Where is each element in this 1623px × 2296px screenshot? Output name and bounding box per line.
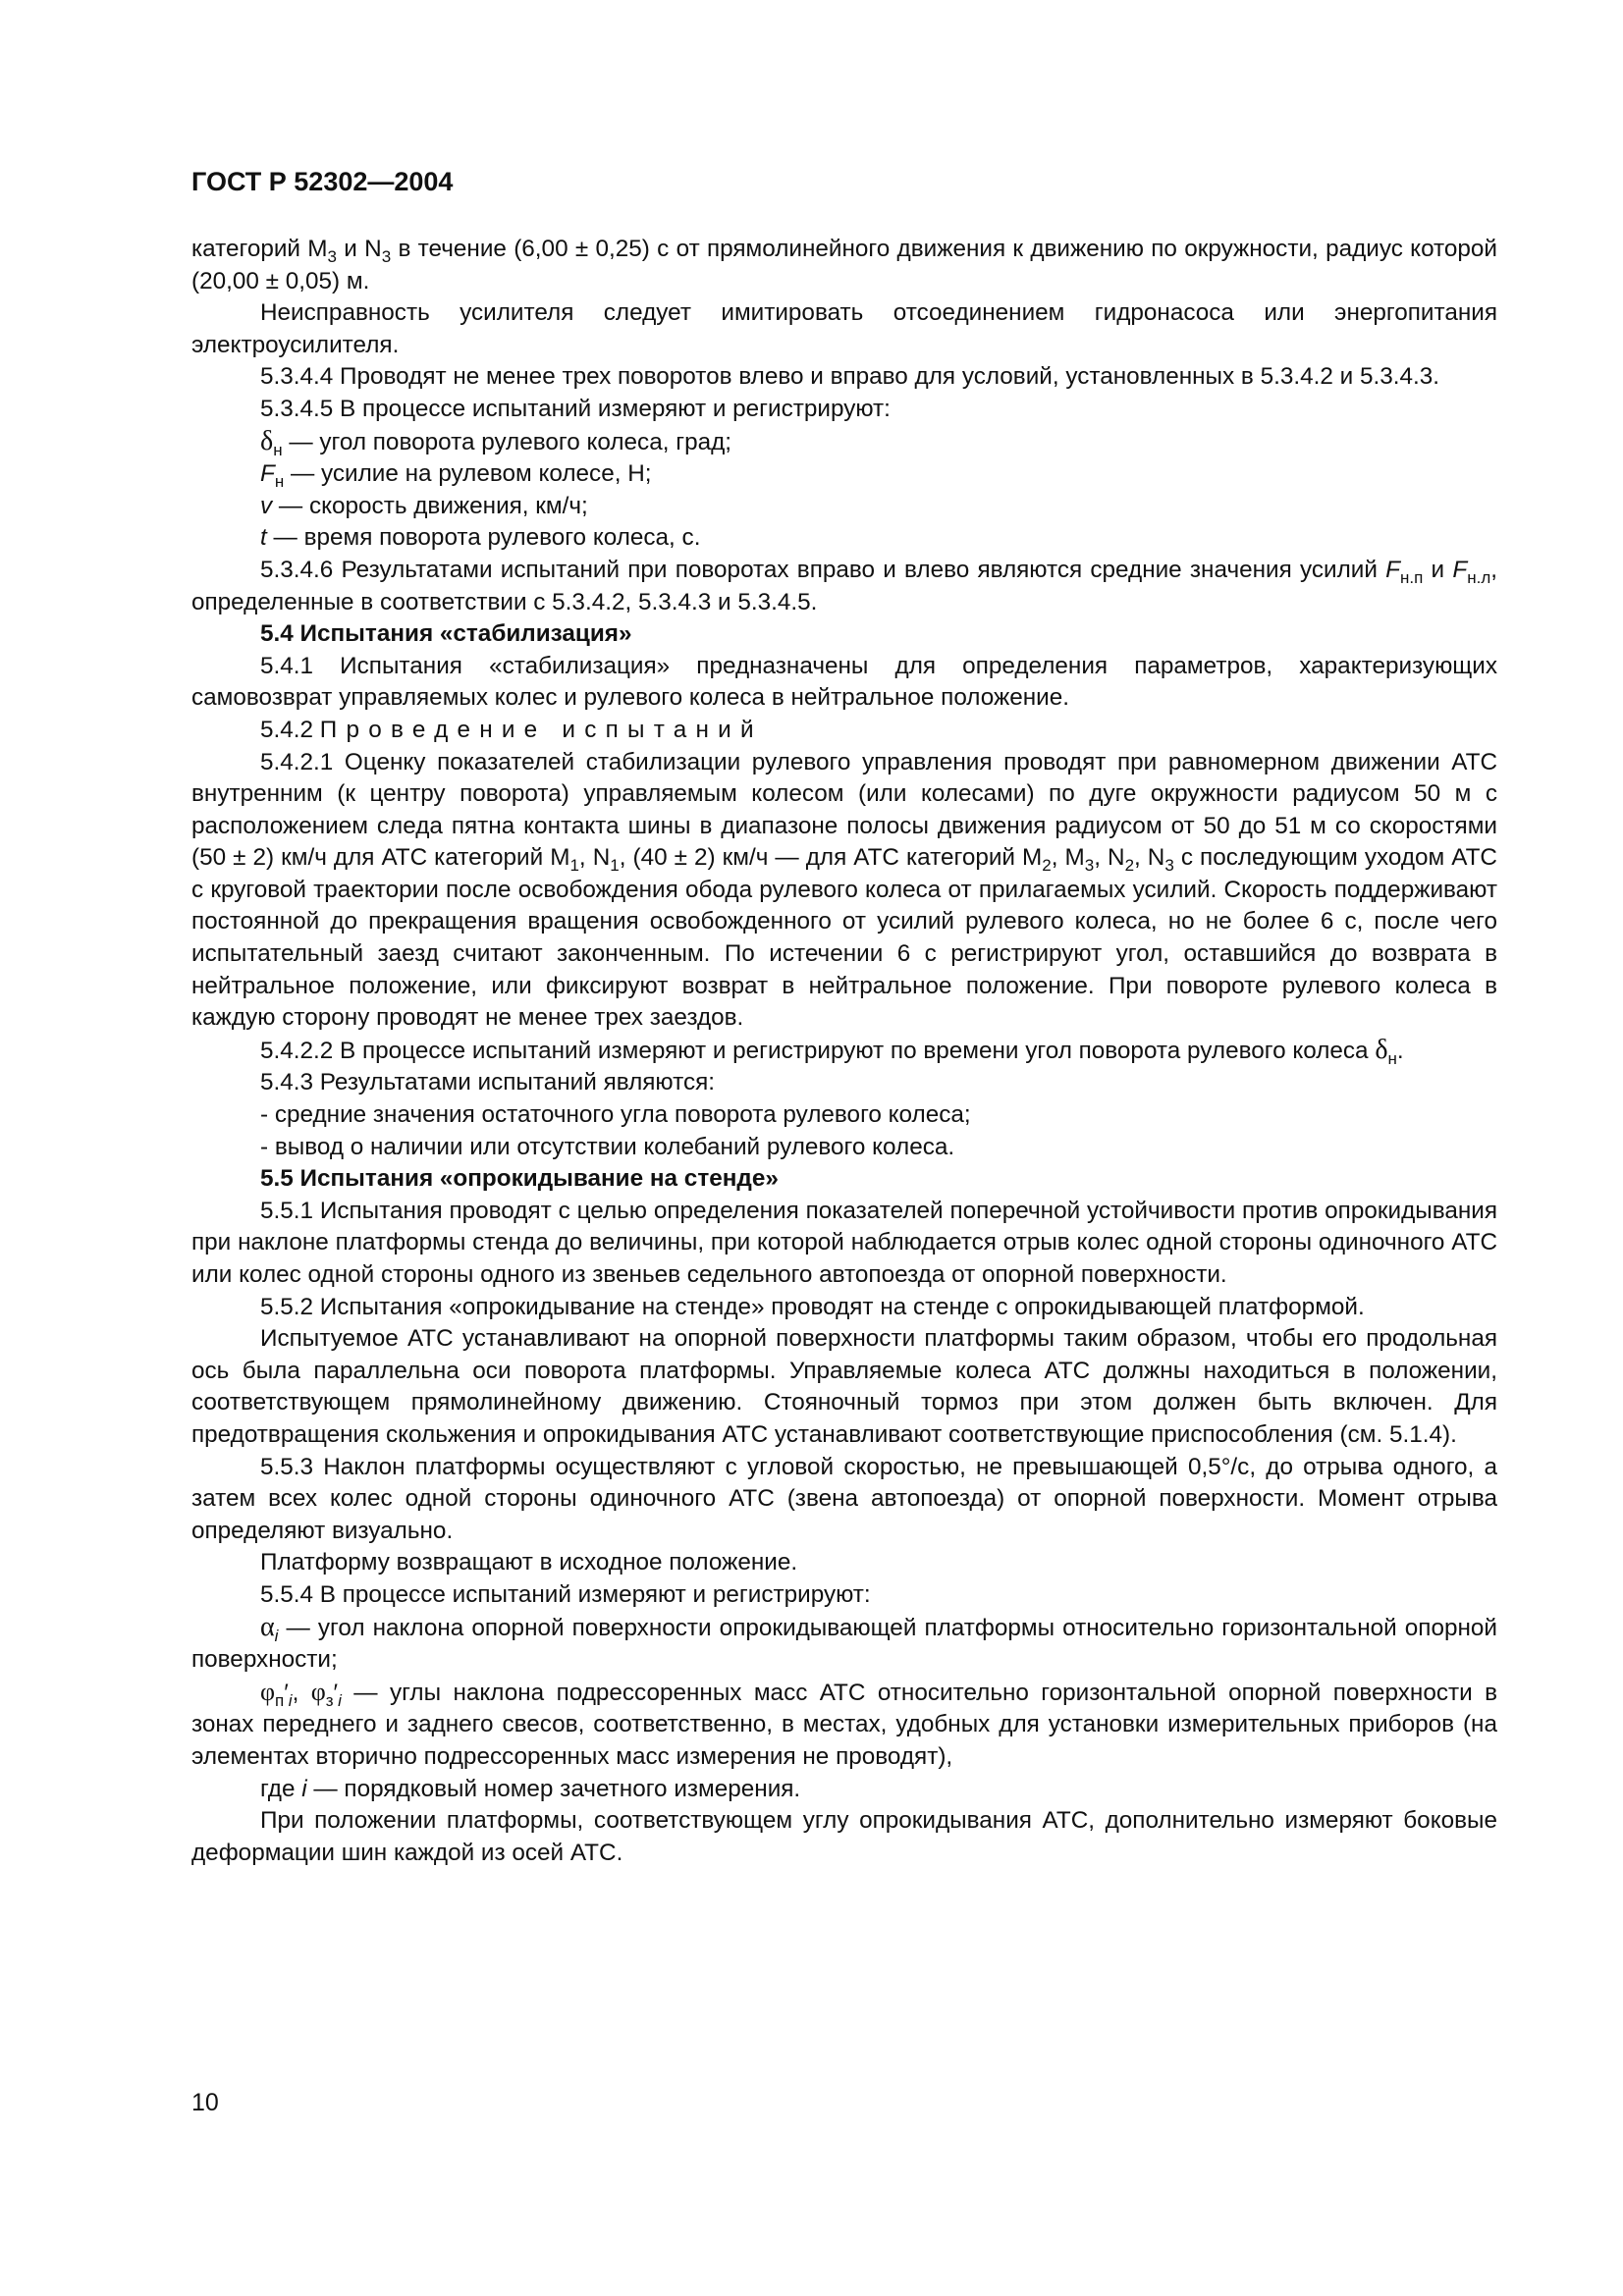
definition-item: $F_н$ — усилие на рулевом колесе, Н;	[260, 460, 652, 492]
definition-item: v — скорость движения, км/ч;	[260, 492, 588, 519]
subsection-heading: 5.4.2 Проведение испытаний	[260, 716, 763, 743]
list-item: - вывод о наличии или отсутствии колебаний рулевого колеса.	[260, 1133, 955, 1160]
paragraph: Неисправность усилителя следует имитировать отсоединением гидронасоса или энергопитания электроусилителя.	[191, 299, 1497, 358]
paragraph: 5.4.2.1 Оценку показателей стабилизации рулевого управления проводят при равномерном движении АТС внутренним (к центру поворота) управляемым колесом (или колесами) по дуге окружности радиусом 50 м с расположением следа пятна контакта шины в диапазоне полосы движения радиусом от 50 до 51 м со скоростями (50 ± 2) км/ч для АТС категорий $M_1$, $N_1$, (40 ± 2) км/ч — для АТС категорий $M_2$, $M_3$, $N_2$, $N_3$ с последующим уходом АТС с круговой траектории после освобождения обода рулевого колеса от прилагаемых усилий. Скорость поддерживают постоянной до прекращения вращения освобожденного от усилий рулевого колеса, но не более 6 с, после чего испытательный заезд считают законченным. По истечении 6 с регистрируют угол, оставшийся до возврата в нейтральное положение, или фиксируют возврат в нейтральное положение. При повороте рулевого колеса в каждую сторону проводят не менее трех заездов.	[191, 748, 1497, 1032]
paragraph: 5.3.4.4 Проводят не менее трех поворотов влево и вправо для условий, установленных в 5.3.4.2 и 5.3.4.3.	[260, 363, 1440, 391]
paragraph: Платформу возвращают в исходное положение.	[260, 1549, 798, 1576]
list-item: - средние значения остаточного угла поворота рулевого колеса;	[260, 1101, 971, 1129]
paragraph: 5.4.2.2 В процессе испытаний измеряют и регистрируют по времени угол поворота рулевого колеса $\delta_н$.	[260, 1034, 1404, 1068]
definition-item: $\varphi_п'_i$, $\varphi_з'_i$ — углы наклона подрессоренных масс АТС относительно горизонтальной опорной поверхности в зонах переднего и заднего свесов, соответственно, в местах, удобных для установки измерительных приборов (на элементах вторично подрессоренных масс измерения не проводят),	[191, 1677, 1497, 1770]
paragraph: 5.4.3 Результатами испытаний являются:	[260, 1069, 716, 1096]
paragraph: 5.5.4 В процессе испытаний измеряют и регистрируют:	[260, 1580, 871, 1608]
section-heading: 5.4 Испытания «стабилизация»	[260, 620, 632, 648]
paragraph: 5.3.4.5 В процессе испытаний измеряют и регистрируют:	[260, 395, 891, 422]
paragraph: где i — порядковый номер зачетного измерения.	[260, 1775, 801, 1802]
paragraph: 5.4.1 Испытания «стабилизация» предназначены для определения параметров, характеризующих самовозврат управляемых колес и рулевого колеса в нейтральное положение.	[191, 652, 1497, 712]
paragraph: При положении платформы, соответствующем углу опрокидывания АТС, дополнительно измеряют боковые деформации шин каждой из осей АТС.	[191, 1807, 1497, 1866]
definition-item: $\delta_н$ — угол поворота рулевого колеса, град;	[260, 425, 732, 459]
paragraph: 5.5.3 Наклон платформы осуществляют с угловой скоростью, не превышающей 0,5°/с, до отрыва одного, а затем всех колес одной стороны одиночного АТС (звена автопоезда) от опорной поверхности. Момент отрыва определяют визуально.	[191, 1453, 1497, 1544]
page-number: 10	[191, 2089, 219, 2116]
paragraph: Испытуемое АТС устанавливают на опорной поверхности платформы таким образом, чтобы его продольная ось была параллельна оси поворота платформы. Управляемые колеса АТС должны находиться в положении, соответствующем прямолинейному движению. Стояночный тормоз при этом должен быть включен. Для предотвращения скольжения и опрокидывания АТС устанавливают соответствующие приспособления (см. 5.1.4).	[191, 1325, 1497, 1448]
section-heading: 5.5 Испытания «опрокидывание на стенде»	[260, 1165, 779, 1193]
paragraph: 5.5.1 Испытания проводят с целью определения показателей поперечной устойчивости против опрокидывания при наклоне платформы стенда до величины, при которой наблюдается отрыв колес одной стороны одиночного АТС или колес одной стороны одного из звеньев седельного автопоезда от опорной поверхности.	[191, 1197, 1497, 1288]
paragraph: 5.3.4.6 Результатами испытаний при поворотах вправо и влево являются средние значения усилий $F_{н.п}$ и $F_{н.л}$, определенные в соответствии с 5.3.4.2, 5.3.4.3 и 5.3.4.5.	[191, 556, 1497, 615]
definition-item: t — время поворота рулевого колеса, с.	[260, 524, 701, 552]
definition-item: $\alpha_i$ — угол наклона опорной поверхности опрокидывающей платформы относительно горизонтальной опорной поверхности;	[191, 1611, 1497, 1674]
paragraph: категорий $M_3$ и $N_3$ в течение (6,00 ± 0,25) с от прямолинейного движения к движению по окружности, радиус которой (20,00 ± 0,05) м.	[191, 236, 1498, 294]
paragraph: 5.5.2 Испытания «опрокидывание на стенде» проводят на стенде с опрокидывающей платформой.	[260, 1293, 1365, 1320]
document-header: ГОСТ Р 52302—2004	[191, 167, 454, 196]
document-body	[191, 234, 1497, 1869]
